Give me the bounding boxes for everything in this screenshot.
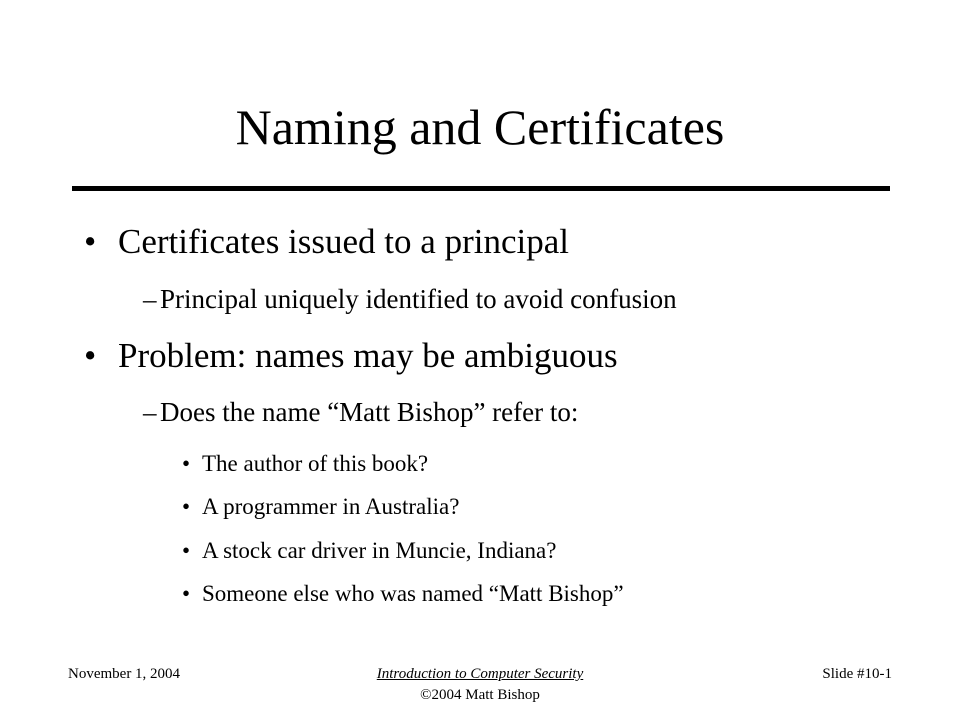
- bullet-text: Certificates issued to a principal: [118, 222, 569, 261]
- dash-marker: –: [143, 284, 157, 314]
- slide-title: Naming and Certificates: [235, 99, 725, 155]
- bullet-text: Principal uniquely identified to avoid confusion: [160, 284, 677, 314]
- bullet-level3: [182, 450, 429, 478]
- bullet-level2: [143, 396, 579, 428]
- dash-marker: –: [143, 397, 157, 427]
- footer-copyright: ©2004 Matt Bishop: [420, 687, 540, 703]
- bullet-level3: [182, 537, 557, 565]
- footer-date: November 1, 2004: [68, 666, 181, 682]
- bullet-marker: •: [182, 581, 191, 606]
- bullet-marker: •: [182, 494, 191, 519]
- bullet-text: Problem: names may be ambiguous: [118, 336, 618, 375]
- footer-center: [300, 664, 660, 706]
- bullet-text: A programmer in Australia?: [202, 494, 460, 519]
- bullet-level1: [84, 336, 618, 376]
- bullet-text: Someone else who was named “Matt Bishop”: [202, 581, 624, 606]
- footer-slide-number: Slide #10-1: [822, 666, 892, 682]
- bullet-marker: •: [84, 336, 97, 375]
- bullet-level3: [182, 580, 624, 608]
- title-underline: [72, 186, 890, 191]
- bullet-text: Does the name “Matt Bishop” refer to:: [160, 397, 579, 427]
- bullet-marker: •: [84, 222, 97, 261]
- bullet-marker: •: [182, 538, 191, 563]
- bullet-level3: [182, 493, 460, 521]
- bullet-text: The author of this book?: [202, 451, 429, 476]
- bullet-level2: [143, 283, 677, 315]
- bullet-marker: •: [182, 451, 191, 476]
- footer-course-link[interactable]: Introduction to Computer Security: [376, 666, 584, 682]
- bullet-text: A stock car driver in Muncie, Indiana?: [202, 538, 557, 563]
- bullet-level1: [84, 222, 569, 262]
